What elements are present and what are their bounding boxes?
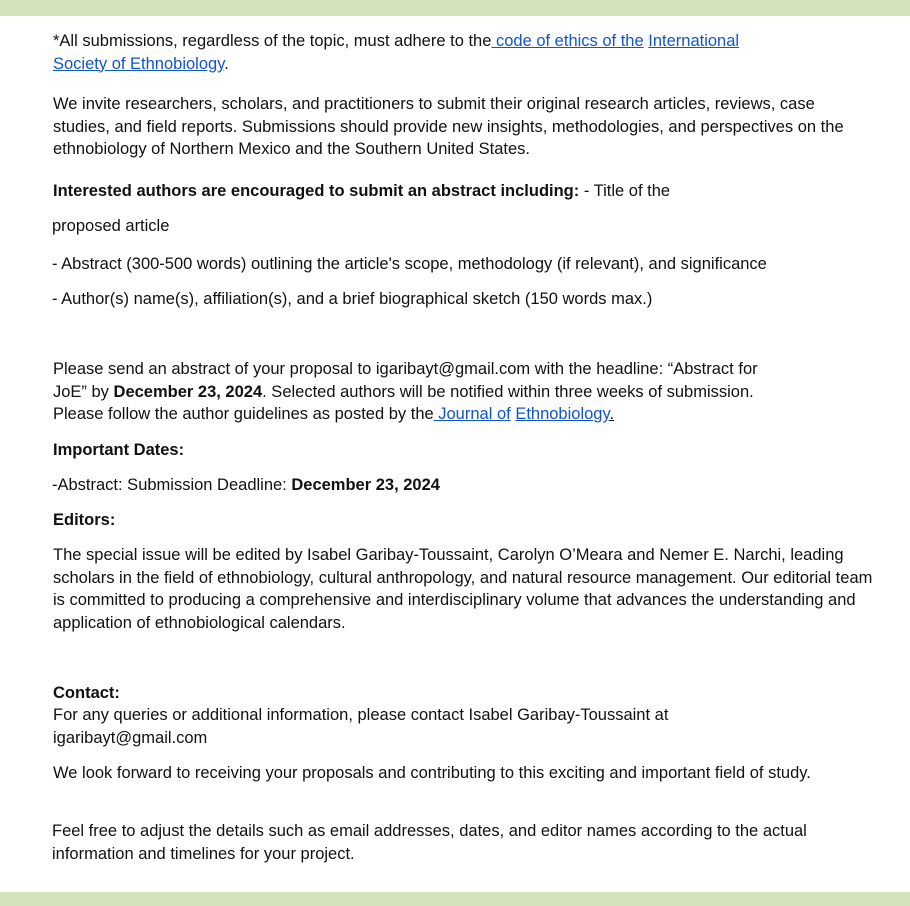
- abstract-request-line: Interested authors are encouraged to submit an abstract including: - Title of the: [53, 182, 671, 200]
- journal-link-2[interactable]: Ethnobiology: [515, 405, 610, 423]
- ethics-paragraph: *All submissions, regardless of the topic, must adhere to the code of ethics of the International Society of Ethnobiology.: [53, 32, 740, 73]
- dates-value: December 23, 2024: [291, 476, 440, 494]
- journal-link-1[interactable]: Journal of: [433, 405, 511, 423]
- submission-deadline: December 23, 2024: [113, 382, 263, 401]
- closing-forward: We look forward to receiving your proposals and contributing to this exciting and important field of study.: [53, 764, 811, 782]
- bottom-band: [0, 892, 910, 906]
- ethics-isoe-link-2[interactable]: Society of Ethnobiology: [53, 54, 225, 73]
- dates-heading: Important Dates:: [53, 441, 185, 459]
- contact-heading: Contact:: [53, 684, 120, 702]
- abstract-request-continued: proposed article: [52, 217, 170, 235]
- submission-paragraph: Please send an abstract of your proposal to igaribayt@gmail.com with the headline: “Abstract for JoE” by December 23, 2024. Selected authors will be notified within three weeks of submission. Please follow the author guidelines as posted by the Journal of Ethnobiology.: [53, 360, 758, 423]
- closing-adjust: Feel free to adjust the details such as email addresses, dates, and editor names according to the actual information and timelines for your project.: [52, 822, 807, 863]
- dates-line: -Abstract: Submission Deadline: December 23, 2024: [52, 476, 440, 494]
- editors-paragraph: The special issue will be edited by Isabel Garibay-Toussaint, Carolyn O’Meara and Nemer E. Narchi, leading scholars in the field of ethnobiology, cultural anthropology, and natural resource management. Our editorial team is committed to producing a comprehensive and interdisciplinary volume that advances the understanding and application of ethnobiological calendars.: [53, 546, 873, 632]
- contact-paragraph: For any queries or additional information, please contact Isabel Garibay-Toussaint at igaribayt@gmail.com: [53, 706, 669, 747]
- invite-paragraph: We invite researchers, scholars, and practitioners to submit their original research articles, reviews, case studies, and field reports. Submissions should provide new insights, methodologies, and perspectives on the ethnobiology of Northern Mexico and the Southern United States.: [53, 95, 844, 158]
- top-band: [0, 0, 910, 16]
- ethics-isoe-link-1[interactable]: International: [648, 32, 740, 50]
- ethics-code-link[interactable]: code of ethics of the: [491, 32, 644, 50]
- list-item-abstract: - Abstract (300-500 words) outlining the article's scope, methodology (if relevant), and significance: [52, 255, 767, 273]
- editors-heading: Editors:: [53, 511, 116, 529]
- list-item-author: - Author(s) name(s), affiliation(s), and a brief biographical sketch (150 words max.): [52, 290, 653, 308]
